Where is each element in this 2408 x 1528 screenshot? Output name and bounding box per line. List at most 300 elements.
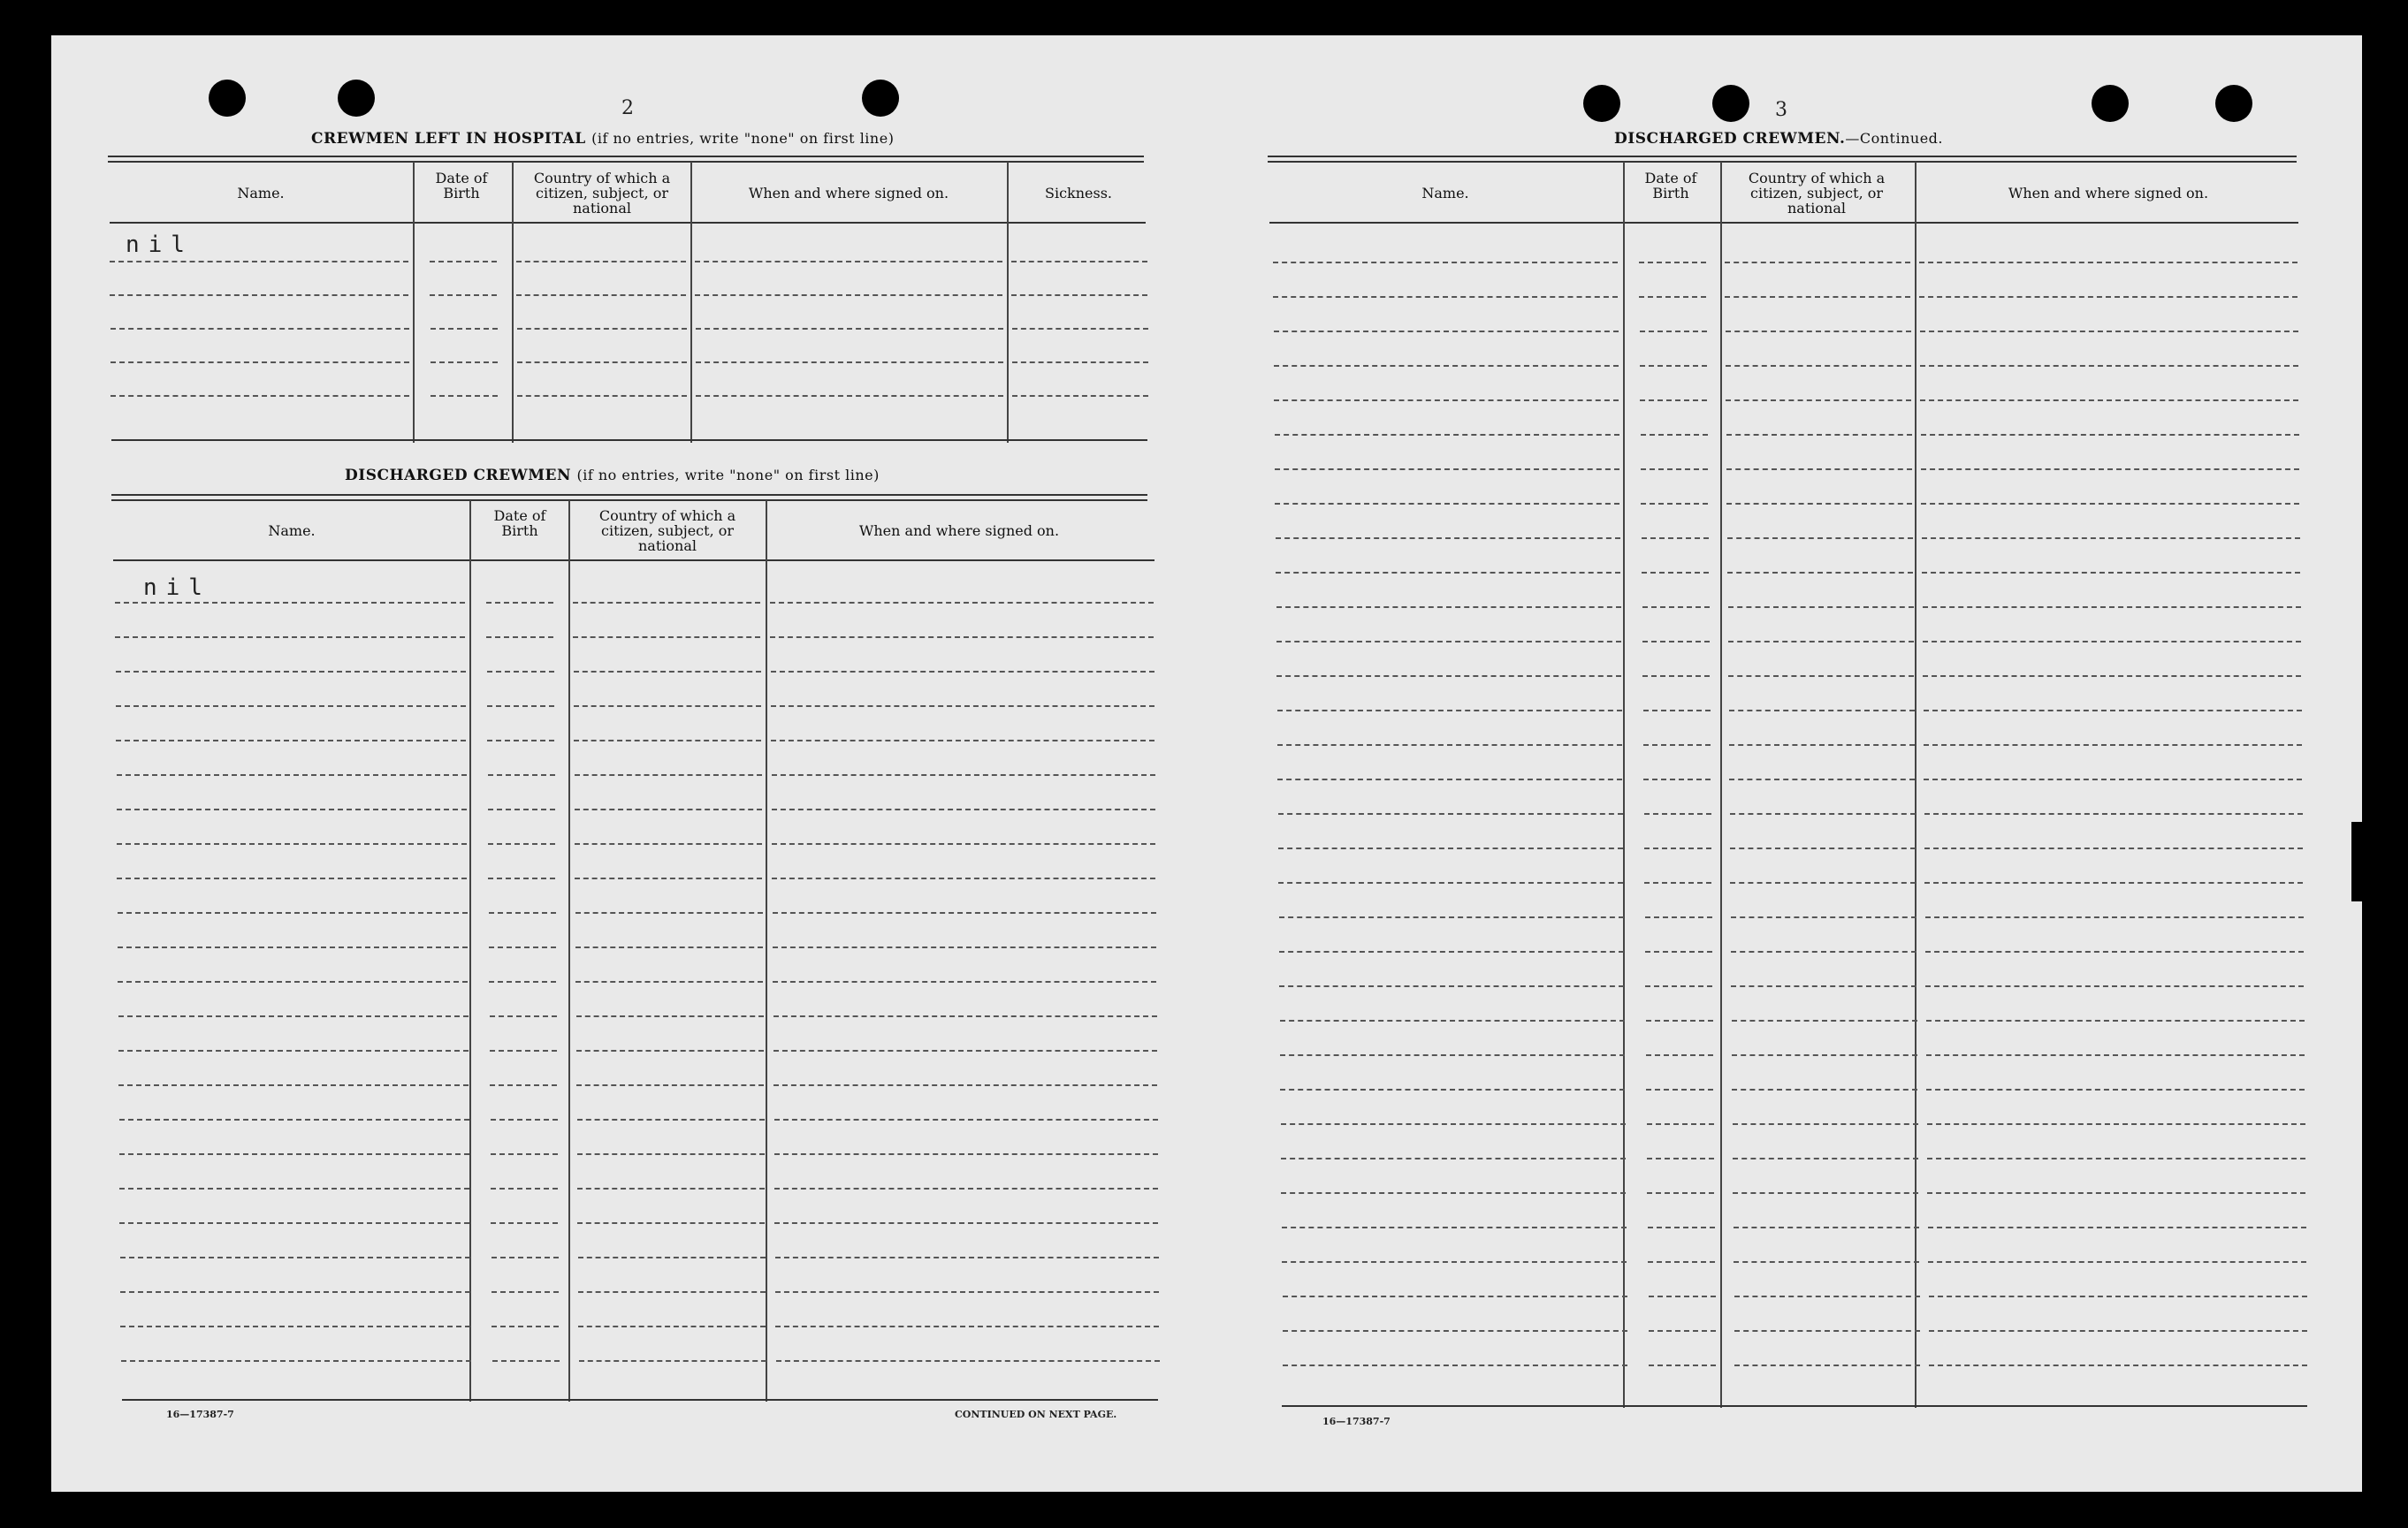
hospital-col-name: Name. xyxy=(237,185,285,201)
ruled-line xyxy=(1012,395,1148,397)
right-vline xyxy=(1915,162,1916,1408)
ruled-line xyxy=(1643,710,1711,711)
ruled-line xyxy=(1277,710,1622,711)
ruled-line xyxy=(1648,1227,1715,1228)
hospital-top-rule xyxy=(108,156,1144,163)
ruled-line xyxy=(578,1326,766,1327)
ruled-line xyxy=(696,361,1003,363)
ruled-line xyxy=(1274,399,1619,401)
discharged-bottom-rule xyxy=(122,1399,1158,1401)
ruled-line xyxy=(487,740,554,741)
ruled-line xyxy=(576,1050,764,1052)
ruled-line xyxy=(1646,1020,1713,1022)
ruled-line xyxy=(1011,294,1147,296)
hospital-col-dob: Date of Birth xyxy=(435,170,488,201)
ruled-line xyxy=(1734,1227,1919,1228)
ruled-line xyxy=(1643,744,1711,746)
ruled-line xyxy=(1641,468,1708,470)
form-number-right: 16—17387-7 xyxy=(1322,1416,1391,1427)
discharged-col-country: Country of which a citizen, subject, or national xyxy=(598,507,736,554)
ruled-line xyxy=(517,361,687,363)
ruled-line xyxy=(1648,1261,1715,1263)
ruled-line xyxy=(1277,744,1622,746)
ruled-line xyxy=(1642,675,1710,677)
ruled-line xyxy=(116,671,466,673)
ruled-line xyxy=(1281,1158,1626,1159)
document-sheet xyxy=(51,35,2362,1492)
ruled-line xyxy=(116,740,466,741)
ruled-line xyxy=(774,1222,1158,1224)
hospital-col-signed: When and where signed on. xyxy=(748,185,949,201)
ruled-line xyxy=(1726,331,1911,332)
ruled-line xyxy=(1727,572,1913,574)
ruled-line xyxy=(695,294,1002,296)
ruled-line xyxy=(773,1050,1157,1052)
ruled-line xyxy=(1923,606,2301,608)
ruled-line xyxy=(1734,1261,1919,1263)
ruled-line xyxy=(1920,331,2298,332)
ruled-line xyxy=(116,705,466,707)
ruled-line xyxy=(491,1188,558,1190)
ruled-line xyxy=(110,328,409,330)
ruled-line xyxy=(1726,399,1911,401)
ruled-line xyxy=(1642,641,1710,642)
ruled-line xyxy=(1920,365,2298,367)
ruled-line xyxy=(1273,296,1618,298)
ruled-line xyxy=(1924,882,2303,884)
ruled-line xyxy=(1275,503,1619,505)
ruled-line xyxy=(490,1050,557,1052)
ruled-line xyxy=(1726,365,1911,367)
ruled-line xyxy=(575,774,762,776)
ruled-line xyxy=(487,671,554,673)
ruled-line xyxy=(492,1257,559,1258)
ruled-line xyxy=(1919,262,2298,263)
ruled-line xyxy=(1732,1089,1917,1091)
ruled-line xyxy=(1279,916,1624,918)
punch-hole xyxy=(2092,85,2129,122)
ruled-line xyxy=(1644,882,1711,884)
ruled-line xyxy=(1647,1158,1714,1159)
ruled-line xyxy=(110,261,408,262)
ruled-line xyxy=(771,740,1154,741)
ruled-line xyxy=(120,1291,470,1293)
ruled-line xyxy=(1734,1296,1920,1297)
hospital-vline xyxy=(690,162,692,443)
ruled-line xyxy=(1924,813,2303,815)
ruled-line xyxy=(1734,1365,1920,1366)
ruled-line xyxy=(516,261,686,262)
ruled-line xyxy=(1726,468,1912,470)
ruled-line xyxy=(1728,606,1914,608)
ruled-line xyxy=(1733,1123,1918,1125)
ruled-line xyxy=(1641,434,1708,436)
ruled-line xyxy=(1927,1192,2305,1194)
ruled-line xyxy=(1646,1054,1713,1056)
ruled-line xyxy=(1927,1158,2305,1159)
ruled-line xyxy=(1727,537,1913,539)
ruled-line xyxy=(577,1153,765,1155)
right-top-rule xyxy=(1268,156,2297,163)
continued-note: CONTINUED ON NEXT PAGE. xyxy=(955,1409,1117,1420)
sheet-edge-tab xyxy=(2351,822,2366,901)
ruled-line xyxy=(575,809,762,810)
hospital-vline xyxy=(512,162,514,443)
hospital-title-text: CREWMEN LEFT IN HOSPITAL xyxy=(311,130,586,148)
ruled-line xyxy=(574,705,761,707)
ruled-line xyxy=(1924,848,2303,849)
discharged-col-dob: Date of Birth xyxy=(493,507,546,539)
ruled-line xyxy=(772,774,1155,776)
ruled-line xyxy=(1644,848,1711,849)
ruled-line xyxy=(119,1222,469,1224)
ruled-line xyxy=(578,1291,766,1293)
ruled-line xyxy=(774,1188,1158,1190)
form-number-left: 16—17387-7 xyxy=(166,1409,234,1420)
ruled-line xyxy=(1280,1089,1625,1091)
ruled-line xyxy=(1283,1330,1627,1332)
ruled-line xyxy=(1645,916,1712,918)
discharged-title-text: DISCHARGED CREWMEN xyxy=(345,467,572,484)
ruled-line xyxy=(1649,1365,1716,1366)
ruled-line xyxy=(1279,985,1624,987)
ruled-line xyxy=(489,912,556,914)
ruled-line xyxy=(578,1257,766,1258)
ruled-line xyxy=(431,328,498,330)
ruled-line xyxy=(1725,296,1910,298)
ruled-line xyxy=(1640,399,1707,401)
ruled-line xyxy=(1730,813,1916,815)
ruled-line xyxy=(1012,361,1148,363)
ruled-line xyxy=(110,395,409,397)
ruled-line xyxy=(1276,641,1621,642)
ruled-line xyxy=(490,1084,557,1086)
ruled-line xyxy=(773,946,1156,948)
ruled-line xyxy=(775,1291,1159,1293)
hospital-section-title xyxy=(311,130,894,148)
ruled-line xyxy=(1919,296,2298,298)
ruled-line xyxy=(773,981,1156,983)
ruled-line xyxy=(430,261,497,262)
ruled-line xyxy=(118,1084,469,1086)
right-col-signed: When and where signed on. xyxy=(2008,185,2209,201)
ruled-line xyxy=(1925,916,2304,918)
ruled-line xyxy=(1649,1296,1716,1297)
ruled-line xyxy=(577,1188,765,1190)
hospital-header-rule xyxy=(110,222,1146,224)
ruled-line xyxy=(492,1360,560,1362)
ruled-line xyxy=(576,1084,764,1086)
ruled-line xyxy=(1923,675,2301,677)
ruled-line xyxy=(1642,606,1710,608)
ruled-line xyxy=(1640,331,1707,332)
ruled-line xyxy=(488,774,555,776)
ruled-line xyxy=(775,1257,1159,1258)
ruled-line xyxy=(577,1119,765,1121)
ruled-line xyxy=(1275,468,1619,470)
ruled-line xyxy=(488,843,555,845)
hospital-entry: nil xyxy=(126,232,194,258)
ruled-line xyxy=(491,1119,558,1121)
ruled-line xyxy=(492,1291,559,1293)
ruled-line xyxy=(1646,1089,1713,1091)
ruled-line xyxy=(117,878,467,879)
ruled-line xyxy=(1921,434,2299,436)
ruled-line xyxy=(775,1326,1159,1327)
ruled-line xyxy=(1726,434,1912,436)
right-section-title xyxy=(1614,130,1943,148)
ruled-line xyxy=(1927,1123,2305,1125)
discharged-vline xyxy=(568,500,570,1402)
ruled-line xyxy=(1276,606,1621,608)
ruled-line xyxy=(118,1015,469,1017)
ruled-line xyxy=(118,912,468,914)
ruled-line xyxy=(1730,882,1916,884)
ruled-line xyxy=(574,671,761,673)
ruled-line xyxy=(120,1257,470,1258)
punch-hole xyxy=(209,80,246,117)
ruled-line xyxy=(1276,675,1621,677)
ruled-line xyxy=(121,1360,471,1362)
ruled-line xyxy=(1926,1054,2305,1056)
ruled-line xyxy=(1281,1192,1626,1194)
ruled-line xyxy=(431,395,498,397)
ruled-line xyxy=(1640,365,1707,367)
ruled-line xyxy=(1639,296,1706,298)
ruled-line xyxy=(1275,434,1619,436)
ruled-line xyxy=(1929,1365,2307,1366)
ruled-line xyxy=(1732,1020,1917,1022)
discharged-col-name: Name. xyxy=(268,522,316,539)
ruled-line xyxy=(1647,1123,1714,1125)
right-bottom-rule xyxy=(1282,1405,2307,1407)
ruled-line xyxy=(1642,572,1709,574)
ruled-line xyxy=(575,946,763,948)
ruled-line xyxy=(487,705,554,707)
ruled-line xyxy=(773,1084,1157,1086)
ruled-line xyxy=(1928,1227,2306,1228)
ruled-line xyxy=(575,843,762,845)
ruled-line xyxy=(517,328,687,330)
right-vline xyxy=(1720,162,1722,1408)
ruled-line xyxy=(117,809,467,810)
ruled-line xyxy=(119,1119,469,1121)
hospital-col-sickness: Sickness. xyxy=(1044,185,1112,201)
ruled-line xyxy=(1274,331,1619,332)
ruled-line xyxy=(1012,328,1148,330)
ruled-line xyxy=(772,878,1155,879)
ruled-line xyxy=(1280,1054,1625,1056)
page-number-right: 3 xyxy=(1775,99,1787,121)
discharged-vline xyxy=(469,500,471,1402)
ruled-line xyxy=(1926,1089,2305,1091)
punch-hole xyxy=(338,80,375,117)
ruled-line xyxy=(492,1326,559,1327)
ruled-line xyxy=(489,946,556,948)
right-col-country: Country of which a citizen, subject, or national xyxy=(1748,170,1886,217)
ruled-line xyxy=(1278,813,1623,815)
ruled-line xyxy=(575,912,763,914)
ruled-line xyxy=(1644,813,1711,815)
ruled-line xyxy=(576,1015,764,1017)
ruled-line xyxy=(110,361,409,363)
ruled-line xyxy=(1642,537,1709,539)
ruled-line xyxy=(488,878,555,879)
ruled-line xyxy=(1645,951,1712,953)
ruled-line xyxy=(1922,537,2300,539)
ruled-line xyxy=(695,261,1002,262)
ruled-line xyxy=(1645,985,1712,987)
ruled-line xyxy=(118,1050,469,1052)
ruled-line xyxy=(573,602,760,604)
ruled-line xyxy=(1731,951,1916,953)
ruled-line xyxy=(1921,503,2299,505)
ruled-line xyxy=(1279,951,1624,953)
ruled-line xyxy=(1281,1123,1626,1125)
ruled-line xyxy=(1924,779,2302,780)
ruled-line xyxy=(120,1326,470,1327)
ruled-line xyxy=(115,602,465,604)
ruled-line xyxy=(115,636,465,638)
ruled-line xyxy=(1929,1296,2307,1297)
ruled-line xyxy=(577,1222,765,1224)
ruled-line xyxy=(1924,710,2302,711)
ruled-line xyxy=(110,294,408,296)
right-col-name: Name. xyxy=(1421,185,1469,201)
ruled-line xyxy=(117,843,467,845)
ruled-line xyxy=(1283,1365,1627,1366)
punch-hole xyxy=(2215,85,2252,122)
ruled-line xyxy=(1730,848,1916,849)
ruled-line xyxy=(430,294,497,296)
ruled-line xyxy=(1922,572,2300,574)
ruled-line xyxy=(118,981,468,983)
ruled-line xyxy=(1726,503,1912,505)
ruled-line xyxy=(574,740,761,741)
ruled-line xyxy=(1276,537,1620,539)
ruled-line xyxy=(1925,985,2304,987)
ruled-line xyxy=(486,636,553,638)
ruled-line xyxy=(431,361,498,363)
ruled-line xyxy=(1274,365,1619,367)
ruled-line xyxy=(575,981,763,983)
ruled-line xyxy=(489,981,556,983)
ruled-line xyxy=(1926,1020,2305,1022)
hospital-vline xyxy=(413,162,415,443)
ruled-line xyxy=(1728,641,1914,642)
discharged-section-title xyxy=(345,467,880,484)
right-header-rule xyxy=(1269,222,2298,224)
discharged-col-signed: When and where signed on. xyxy=(858,522,1060,539)
ruled-line xyxy=(1639,262,1706,263)
right-col-dob: Date of Birth xyxy=(1644,170,1697,201)
ruled-line xyxy=(1731,985,1916,987)
ruled-line xyxy=(771,671,1154,673)
ruled-line xyxy=(772,809,1155,810)
ruled-line xyxy=(1276,572,1620,574)
discharged-vline xyxy=(766,500,767,1402)
ruled-line xyxy=(516,294,686,296)
discharged-header-rule xyxy=(113,559,1154,561)
ruled-line xyxy=(1920,399,2298,401)
discharged-subtitle-text: (if no entries, write "none" on first line) xyxy=(576,467,880,483)
ruled-line xyxy=(1929,1330,2307,1332)
ruled-line xyxy=(774,1153,1158,1155)
hospital-vline xyxy=(1007,162,1009,443)
ruled-line xyxy=(575,878,762,879)
ruled-line xyxy=(1278,848,1623,849)
ruled-line xyxy=(517,395,687,397)
ruled-line xyxy=(776,1360,1160,1362)
right-title-text: DISCHARGED CREWMEN. xyxy=(1614,130,1846,148)
ruled-line xyxy=(772,843,1155,845)
hospital-col-country: Country of which a citizen, subject, or national xyxy=(533,170,671,217)
ruled-line xyxy=(117,774,467,776)
ruled-line xyxy=(1282,1261,1627,1263)
ruled-line xyxy=(1641,503,1708,505)
punch-hole xyxy=(862,80,899,117)
hospital-subtitle-text: (if no entries, write "none" on first line) xyxy=(591,130,895,147)
ruled-line xyxy=(1921,468,2299,470)
ruled-line xyxy=(491,1153,558,1155)
ruled-line xyxy=(1925,951,2304,953)
ruled-line xyxy=(1273,262,1618,263)
ruled-line xyxy=(491,1222,558,1224)
ruled-line xyxy=(1733,1192,1918,1194)
ruled-line xyxy=(573,636,760,638)
ruled-line xyxy=(1734,1330,1920,1332)
ruled-line xyxy=(770,636,1154,638)
ruled-line xyxy=(1732,1054,1917,1056)
ruled-line xyxy=(1729,710,1915,711)
punch-hole xyxy=(1583,85,1620,122)
ruled-line xyxy=(1283,1296,1627,1297)
ruled-line xyxy=(1649,1330,1716,1332)
ruled-line xyxy=(1731,916,1916,918)
discharged-top-rule xyxy=(111,494,1147,501)
ruled-line xyxy=(486,602,553,604)
hospital-bottom-rule xyxy=(111,439,1147,441)
ruled-line xyxy=(1928,1261,2306,1263)
ruled-line xyxy=(1729,779,1915,780)
ruled-line xyxy=(770,602,1154,604)
ruled-line xyxy=(1924,744,2302,746)
ruled-line xyxy=(579,1360,766,1362)
right-vline xyxy=(1623,162,1625,1408)
ruled-line xyxy=(771,705,1154,707)
ruled-line xyxy=(1278,882,1623,884)
ruled-line xyxy=(773,912,1156,914)
ruled-line xyxy=(1643,779,1711,780)
ruled-line xyxy=(1280,1020,1625,1022)
ruled-line xyxy=(1282,1227,1627,1228)
ruled-line xyxy=(119,1188,469,1190)
discharged-entry: nil xyxy=(143,574,211,601)
ruled-line xyxy=(696,328,1003,330)
page-number-left: 2 xyxy=(621,97,634,119)
ruled-line xyxy=(1647,1192,1714,1194)
ruled-line xyxy=(1277,779,1622,780)
punch-hole xyxy=(1712,85,1749,122)
ruled-line xyxy=(488,809,555,810)
right-subtitle-text: —Continued. xyxy=(1845,130,1944,147)
ruled-line xyxy=(1725,262,1910,263)
ruled-line xyxy=(119,1153,469,1155)
ruled-line xyxy=(774,1119,1158,1121)
ruled-line xyxy=(118,946,468,948)
ruled-line xyxy=(1728,675,1914,677)
ruled-line xyxy=(1733,1158,1918,1159)
